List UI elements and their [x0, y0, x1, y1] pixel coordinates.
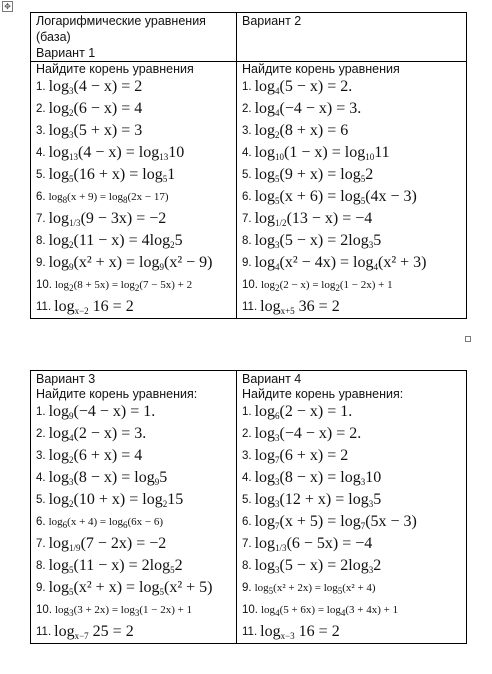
- list-item: [36, 230, 236, 252]
- equation: $\log_5(x^2 + x) = \log_5(x^2 + 5)$: [48, 579, 213, 597]
- item-number: 5.: [242, 494, 252, 506]
- equation: $\log_3(3 + 2x) = \log_3(1 - 2x) + 1$: [55, 604, 193, 618]
- equation: $\log_2(6 - x) = 4$: [48, 100, 143, 118]
- equation: $\log_3(12 + x) = \log_35$: [254, 491, 382, 509]
- list-item: [242, 252, 466, 274]
- list-item: [242, 467, 466, 489]
- item-number: 3.: [242, 450, 252, 462]
- variants-table-2: [30, 370, 467, 644]
- list-item: [242, 186, 466, 208]
- list-item: [242, 76, 466, 98]
- equation: $\log_4(2 - x) = 3$.: [48, 425, 147, 443]
- item-number: 3.: [242, 125, 252, 137]
- task-heading: Найдите корень уравнения: [242, 62, 400, 76]
- list-item: [36, 423, 236, 445]
- header-line: (база): [36, 30, 71, 44]
- task-heading: Найдите корень уравнения:: [36, 387, 198, 401]
- list-item: [242, 230, 466, 252]
- item-number: 9.: [36, 257, 46, 269]
- list-item: [36, 401, 236, 423]
- item-number: 3.: [36, 125, 46, 137]
- list-item: [36, 445, 236, 467]
- equation: $\log_3(4 - x) = 2$: [48, 78, 143, 96]
- list-item: [36, 76, 236, 98]
- equation: $\log_{1/3}(6 - 5x) = -4$: [254, 535, 373, 553]
- list-item: [36, 208, 236, 230]
- list-item: [36, 164, 236, 186]
- item-number: 10.: [36, 279, 52, 291]
- table-move-handle-icon[interactable]: ✥: [2, 1, 13, 12]
- equation: $\log_5(16 + x) = \log_51$: [48, 166, 176, 184]
- item-number: 10.: [36, 604, 52, 616]
- equation-list: [36, 401, 236, 643]
- equation: $\log_2(10 + x) = \log_215$: [48, 491, 184, 509]
- table-body-row: [31, 62, 467, 319]
- item-number: 11.: [36, 301, 52, 313]
- equation: $\log_2(2 - x) = \log_2(1 - 2x) + 1$: [261, 279, 393, 293]
- item-number: 2.: [36, 428, 46, 440]
- item-number: 6.: [242, 516, 252, 528]
- equation: $\log_{x+5} 36 = 2$: [260, 298, 340, 316]
- list-item: [242, 599, 466, 621]
- list-item: [242, 164, 466, 186]
- list-item: [242, 401, 466, 423]
- item-number: 4.: [242, 147, 252, 159]
- item-number: 9.: [36, 582, 46, 594]
- list-item: [36, 296, 236, 318]
- list-item: [36, 252, 236, 274]
- equation: $\log_6(2 - x) = 1$.: [254, 403, 353, 421]
- equation: $\log_5(x + 6) = \log_5(4x - 3)$: [254, 188, 417, 206]
- list-item: [242, 208, 466, 230]
- equation-list: [242, 401, 466, 643]
- list-item: [242, 621, 466, 643]
- item-number: 4.: [242, 472, 252, 484]
- equation: $\log_{x-3} 16 = 2$: [260, 623, 340, 641]
- equation: $\log_5(9 + x) = \log_52$: [254, 166, 374, 184]
- header-line: Вариант 3: [36, 372, 96, 386]
- item-number: 2.: [242, 428, 252, 440]
- cell-variant-1-header[interactable]: [31, 13, 237, 62]
- list-item: [36, 489, 236, 511]
- item-number: 1.: [36, 81, 46, 93]
- item-number: 5.: [36, 169, 46, 181]
- item-number: 4.: [36, 472, 46, 484]
- header-line: Вариант 1: [36, 46, 96, 60]
- item-number: 8.: [36, 560, 46, 572]
- item-number: 8.: [242, 560, 252, 572]
- item-number: 7.: [242, 538, 252, 550]
- list-item: [36, 274, 236, 296]
- table-body-row: [31, 371, 467, 644]
- item-number: 4.: [36, 147, 46, 159]
- list-item: [36, 599, 236, 621]
- equation: $\log_3(5 + x) = 3$: [48, 122, 143, 140]
- item-number: 7.: [36, 213, 46, 225]
- list-item: [242, 511, 466, 533]
- equation: $\log_9(-4 - x) = 1$.: [48, 403, 156, 421]
- list-item: [36, 577, 236, 599]
- list-item: [242, 423, 466, 445]
- equation: $\log_7(6 + x) = 2$: [254, 447, 349, 465]
- item-number: 9.: [242, 582, 252, 594]
- equation: $\log_5(11 - x) = 2\log_52$: [48, 557, 183, 575]
- task-heading: Найдите корень уравнения: [36, 62, 194, 76]
- equation-list: [36, 76, 236, 318]
- list-item: [242, 98, 466, 120]
- list-item: [36, 120, 236, 142]
- equation: $\log_2(8 + 5x) = \log_2(7 - 5x) + 2$: [55, 279, 193, 293]
- item-number: 8.: [242, 235, 252, 247]
- item-number: 3.: [36, 450, 46, 462]
- equation: $\log_7(x + 5) = \log_7(5x - 3)$: [254, 513, 417, 531]
- item-number: 7.: [242, 213, 252, 225]
- item-number: 6.: [242, 191, 252, 203]
- header-line: Логарифмические уравнения: [36, 14, 206, 28]
- item-number: 1.: [242, 406, 252, 418]
- equation: $\log_5(x^2 + 2x) = \log_5(x^2 + 4)$: [254, 582, 376, 596]
- equation: $\log_9(x^2 + x) = \log_9(x^2 - 9)$: [48, 254, 213, 272]
- item-number: 2.: [36, 103, 46, 115]
- equation: $\log_3(8 - x) = \log_95$: [48, 469, 168, 487]
- item-number: 11.: [242, 301, 258, 313]
- equation: $\log_2(6 + x) = 4$: [48, 447, 143, 465]
- item-number: 2.: [242, 103, 252, 115]
- equation: $\log_3(-4 - x) = 2$.: [254, 425, 362, 443]
- equation: $\log_3(8 - x) = \log_310$: [254, 469, 382, 487]
- cell-variant-4[interactable]: [237, 371, 467, 644]
- equation: $\log_4(5 - x) = 2$.: [254, 78, 353, 96]
- list-item: [242, 296, 466, 318]
- item-number: 5.: [36, 494, 46, 506]
- equation: $\log_3(5 - x) = 2\log_35$: [254, 232, 382, 250]
- equation: $\log_3(5 - x) = 2\log_32$: [254, 557, 382, 575]
- table-header-row: [31, 13, 467, 62]
- equation: $\log_{1/9}(7 - 2x) = -2$: [48, 535, 167, 553]
- equation: $\log_8(x + 9) = \log_8(2x - 17)$: [48, 191, 169, 205]
- task-heading: Найдите корень уравнения:: [242, 387, 404, 401]
- equation: $\log_4(x^2 - 4x) = \log_4(x^2 + 3)$: [254, 254, 427, 272]
- equation: $\log_2(8 + x) = 6$: [254, 122, 349, 140]
- header-line: Вариант 4: [242, 372, 302, 386]
- list-item: [36, 98, 236, 120]
- item-number: 10.: [242, 604, 258, 616]
- item-number: 7.: [36, 538, 46, 550]
- table-resize-handle-icon[interactable]: [465, 336, 471, 342]
- equation: $\log_{x-2} 16 = 2$: [54, 298, 134, 316]
- equation: $\log_2(11 - x) = 4\log_25$: [48, 232, 183, 250]
- item-number: 9.: [242, 257, 252, 269]
- list-item: [242, 577, 466, 599]
- list-item: [36, 555, 236, 577]
- item-number: 6.: [36, 516, 46, 528]
- item-number: 1.: [36, 406, 46, 418]
- list-item: [36, 186, 236, 208]
- equation: $\log_{x-7} 25 = 2$: [54, 623, 134, 641]
- equation: $\log_4(5 + 6x) = \log_4(3 + 4x) + 1$: [261, 604, 399, 618]
- equation: $\log_{1/2}(13 - x) = -4$: [254, 210, 373, 228]
- cell-variant-2-tasks[interactable]: [237, 62, 467, 319]
- equation-list: [242, 76, 466, 318]
- list-item: [36, 621, 236, 643]
- list-item: [242, 445, 466, 467]
- equation: $\log_4(-4 - x) = 3$.: [254, 100, 362, 118]
- equation: $\log_6(x + 4) = \log_6(6x - 6)$: [48, 516, 163, 530]
- equation: $\log_{10}(1 - x) = \log_{10}11$: [254, 144, 390, 162]
- cell-variant-3[interactable]: [31, 371, 237, 644]
- list-item: [36, 142, 236, 164]
- item-number: 1.: [242, 81, 252, 93]
- list-item: [242, 274, 466, 296]
- list-item: [242, 142, 466, 164]
- list-item: [36, 533, 236, 555]
- item-number: 8.: [36, 235, 46, 247]
- equation: $\log_{13}(4 - x) = \log_{13}10$: [48, 144, 185, 162]
- list-item: [242, 120, 466, 142]
- equation: $\log_{1/3}(9 - 3x) = -2$: [48, 210, 167, 228]
- list-item: [242, 489, 466, 511]
- list-item: [242, 533, 466, 555]
- list-item: [36, 511, 236, 533]
- variants-table-1: [30, 12, 467, 319]
- cell-variant-2-header[interactable]: [237, 13, 467, 62]
- cell-variant-1-tasks[interactable]: [31, 62, 237, 319]
- header-line: Вариант 2: [242, 14, 302, 28]
- list-item: [36, 467, 236, 489]
- item-number: 11.: [242, 626, 258, 638]
- list-item: [242, 555, 466, 577]
- item-number: 6.: [36, 191, 46, 203]
- item-number: 10.: [242, 279, 258, 291]
- item-number: 11.: [36, 626, 52, 638]
- item-number: 5.: [242, 169, 252, 181]
